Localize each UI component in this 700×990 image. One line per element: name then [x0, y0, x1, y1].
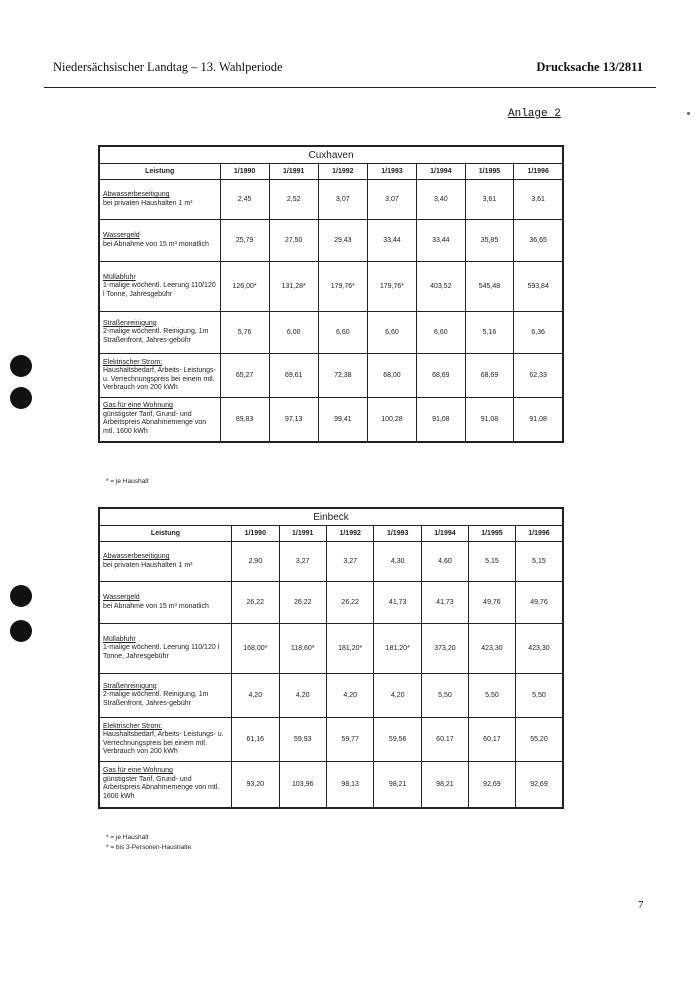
table-row [99, 674, 563, 718]
column-header: Leistung [99, 164, 220, 180]
table-cell: 41,73 [421, 582, 468, 624]
footnote: * = bis 3-Personen-Haushalte [106, 844, 192, 851]
table-row [99, 262, 563, 312]
row-label-title: Straßenreinigung [103, 319, 157, 327]
table-cell: 6,00 [269, 312, 318, 354]
table-row [99, 220, 563, 262]
row-label [99, 718, 232, 762]
punch-hole [10, 355, 32, 377]
table-cell: 99,41 [318, 398, 367, 442]
table-cell: 65,27 [220, 354, 269, 398]
table-city-title: Einbeck [99, 508, 563, 526]
table-cell: 49,76 [515, 582, 563, 624]
table-cell: 89,83 [220, 398, 269, 442]
table-cell: 62,33 [514, 354, 563, 398]
table-cell: 179,76* [318, 262, 367, 312]
row-label-desc: Haushaltsbedarf, Arbeits- Leistungs- u. Verrechnungspreis bei einem mtl. Verbrauch von 200 kWh [103, 731, 224, 755]
table-cell: 33,44 [417, 220, 466, 262]
punch-hole [10, 620, 32, 642]
column-header: 1/1991 [269, 164, 318, 180]
row-label-title: Elektrischer Strom: [103, 722, 163, 730]
table-cell: 26,22 [326, 582, 374, 624]
table-cell: 6,60 [417, 312, 466, 354]
table-cell: 103,96 [279, 762, 326, 808]
row-label [99, 762, 232, 808]
table-cell: 6,60 [367, 312, 416, 354]
table-cell: 4,60 [421, 542, 468, 582]
table-cell: 27,50 [269, 220, 318, 262]
table-cell: 100,28 [367, 398, 416, 442]
row-label-title: Müllabfuhr [103, 273, 136, 281]
table-row [99, 718, 563, 762]
table-cell: 4,20 [279, 674, 326, 718]
table-cell: 4,20 [374, 674, 422, 718]
row-label [99, 180, 220, 220]
row-label-title: Straßenreinigung [103, 682, 157, 690]
table-row [99, 312, 563, 354]
table-cell: 403,52 [417, 262, 466, 312]
row-label-title: Wassergeld [103, 594, 140, 601]
row-label-title: Abwasserbeseitigung [103, 191, 170, 198]
footnote: * = je Haushalt [106, 478, 149, 485]
table-cell: 3,61 [465, 180, 514, 220]
table-cell: 49,76 [468, 582, 515, 624]
row-label-desc: 1-malige wöchentl. Leerung 110/120 l Tonne, Jahresgebühr [103, 282, 216, 298]
table-cell: 593,84 [514, 262, 563, 312]
table-cell: 5,15 [515, 542, 563, 582]
table-cell: 5,50 [421, 674, 468, 718]
table-cell: 93,20 [232, 762, 280, 808]
column-header: 1/1993 [374, 526, 422, 542]
table-row [99, 398, 563, 442]
row-label [99, 312, 220, 354]
table-cell: 5,15 [468, 542, 515, 582]
table-cell: 68,69 [465, 354, 514, 398]
row-label [99, 220, 220, 262]
table-row [99, 624, 563, 674]
row-label [99, 262, 220, 312]
table-cell: 4,20 [326, 674, 374, 718]
table-cell: 35,85 [465, 220, 514, 262]
row-label-desc: 1-malige wöchentl. Leerung 110/120 l Tonne, Jahresgebühr [103, 644, 220, 660]
row-label [99, 542, 232, 582]
table-cell: 61,16 [232, 718, 280, 762]
column-header: 1/1995 [468, 526, 515, 542]
table-row [99, 542, 563, 582]
table-cell: 29,43 [318, 220, 367, 262]
row-label-title: Müllabfuhr [103, 635, 136, 643]
table-cell: 168,00* [232, 624, 280, 674]
edge-mark [687, 112, 690, 115]
row-label-title: Abwasserbeseitigung [103, 553, 170, 560]
header-right: Drucksache 13/2811 [536, 60, 643, 74]
row-label [99, 582, 232, 624]
header-rule [44, 87, 656, 88]
table-cell: 126,00* [220, 262, 269, 312]
punch-hole [10, 585, 32, 607]
column-header: 1/1994 [417, 164, 466, 180]
column-header: 1/1994 [421, 526, 468, 542]
table-cell: 33,44 [367, 220, 416, 262]
column-header: 1/1996 [514, 164, 563, 180]
table-cell: 118,60* [279, 624, 326, 674]
table-cell: 4,30 [374, 542, 422, 582]
row-label [99, 354, 220, 398]
table-cell: 91,08 [465, 398, 514, 442]
table-cell: 5,50 [515, 674, 563, 718]
table-cell: 373,20 [421, 624, 468, 674]
table-cell: 72,38 [318, 354, 367, 398]
row-label-title: Elektrischer Strom: [103, 358, 163, 366]
table-cell: 91,08 [514, 398, 563, 442]
footnote: * = je Haushalt [106, 834, 149, 841]
data-table-0 [98, 145, 564, 443]
table-cell: 5,50 [468, 674, 515, 718]
table-cell: 131,28* [269, 262, 318, 312]
table-row [99, 762, 563, 808]
column-header: 1/1990 [232, 526, 280, 542]
table-cell: 3,61 [514, 180, 563, 220]
table-cell: 91,08 [417, 398, 466, 442]
table-cell: 97,13 [269, 398, 318, 442]
table-cell: 25,79 [220, 220, 269, 262]
table-cell: 6,36 [514, 312, 563, 354]
table-cell: 69,61 [269, 354, 318, 398]
table-cell: 3,40 [417, 180, 466, 220]
row-label-desc: 2-malige wöchentl. Reinigung, 1m Straßenfront, Jahres-gebühr [103, 691, 209, 707]
table-city-title: Cuxhaven [99, 146, 563, 164]
row-label [99, 674, 232, 718]
column-header: 1/1993 [367, 164, 416, 180]
column-header: 1/1991 [279, 526, 326, 542]
table-cell: 5,16 [465, 312, 514, 354]
table-cell: 59,56 [374, 718, 422, 762]
row-label-desc: günstigster Tarif, Grund- und Arbeitspreis Abnahmemenge von mtl. 1600 kWh [103, 775, 220, 800]
table-cell: 68,00 [367, 354, 416, 398]
punch-hole [10, 387, 32, 409]
table-cell: 92,69 [515, 762, 563, 808]
anlage-label: Anlage 2 [508, 108, 561, 120]
table-cell: 26,22 [279, 582, 326, 624]
row-label-desc: günstigster Tarif, Grund- und Arbeitspreis Abnahmemenge von mtl. 1600 kWh [103, 410, 207, 435]
table-cell: 3,27 [326, 542, 374, 582]
row-label-desc: bei privaten Haushalten 1 m³ [103, 561, 193, 569]
row-label-desc: Haushaltsbedarf, Arbeits- Leistungs- u. Verrechnungspreis bei einem mtl. Verbrauch von 200 kWh [103, 367, 216, 391]
table-cell: 3,07 [367, 180, 416, 220]
data-table-1 [98, 507, 564, 809]
table-cell: 92,69 [468, 762, 515, 808]
row-label-desc: bei Abnahme von 15 m³ monatlich [103, 240, 209, 248]
row-label-desc: 2-malige wöchentl. Reinigung, 1m Straßenfront, Jahres-gebühr [103, 328, 209, 344]
table-cell: 59,77 [326, 718, 374, 762]
row-label-title: Gas für eine Wohnung [103, 767, 173, 775]
table-cell: 2,45 [220, 180, 269, 220]
column-header: 1/1992 [326, 526, 374, 542]
row-label [99, 624, 232, 674]
table-cell: 41,73 [374, 582, 422, 624]
page-number: 7 [638, 899, 644, 911]
column-header: 1/1996 [515, 526, 563, 542]
table-cell: 3,27 [279, 542, 326, 582]
table-cell: 2,52 [269, 180, 318, 220]
table-row [99, 354, 563, 398]
column-header: 1/1995 [465, 164, 514, 180]
table-cell: 55,20 [515, 718, 563, 762]
table-cell: 6,60 [318, 312, 367, 354]
table-cell: 3,07 [318, 180, 367, 220]
row-label-desc: bei Abnahme von 15 m³ monatlich [103, 602, 209, 610]
row-label-title: Wassergeld [103, 232, 140, 239]
column-header: 1/1990 [220, 164, 269, 180]
table-cell: 2,90 [232, 542, 280, 582]
row-label-title: Gas für eine Wohnung [103, 402, 173, 410]
table-cell: 4,20 [232, 674, 280, 718]
row-label-desc: bei privaten Haushalten 1 m³ [103, 199, 193, 207]
row-label [99, 398, 220, 442]
table-cell: 60,17 [421, 718, 468, 762]
table-cell: 179,76* [367, 262, 416, 312]
table-cell: 68,69 [417, 354, 466, 398]
column-header: 1/1992 [318, 164, 367, 180]
table-cell: 36,65 [514, 220, 563, 262]
table-cell: 59,93 [279, 718, 326, 762]
table-row [99, 582, 563, 624]
table-cell: 5,76 [220, 312, 269, 354]
header-left: Niedersächsischer Landtag – 13. Wahlperiode [53, 60, 283, 74]
table-cell: 181,20* [374, 624, 422, 674]
table-cell: 26,22 [232, 582, 280, 624]
table-cell: 98,21 [421, 762, 468, 808]
table-cell: 98,13 [326, 762, 374, 808]
table-cell: 60,17 [468, 718, 515, 762]
column-header: Leistung [99, 526, 232, 542]
table-cell: 423,30 [515, 624, 563, 674]
table-row [99, 180, 563, 220]
table-cell: 181,20* [326, 624, 374, 674]
table-cell: 423,30 [468, 624, 515, 674]
table-cell: 98,21 [374, 762, 422, 808]
table-cell: 545,48 [465, 262, 514, 312]
